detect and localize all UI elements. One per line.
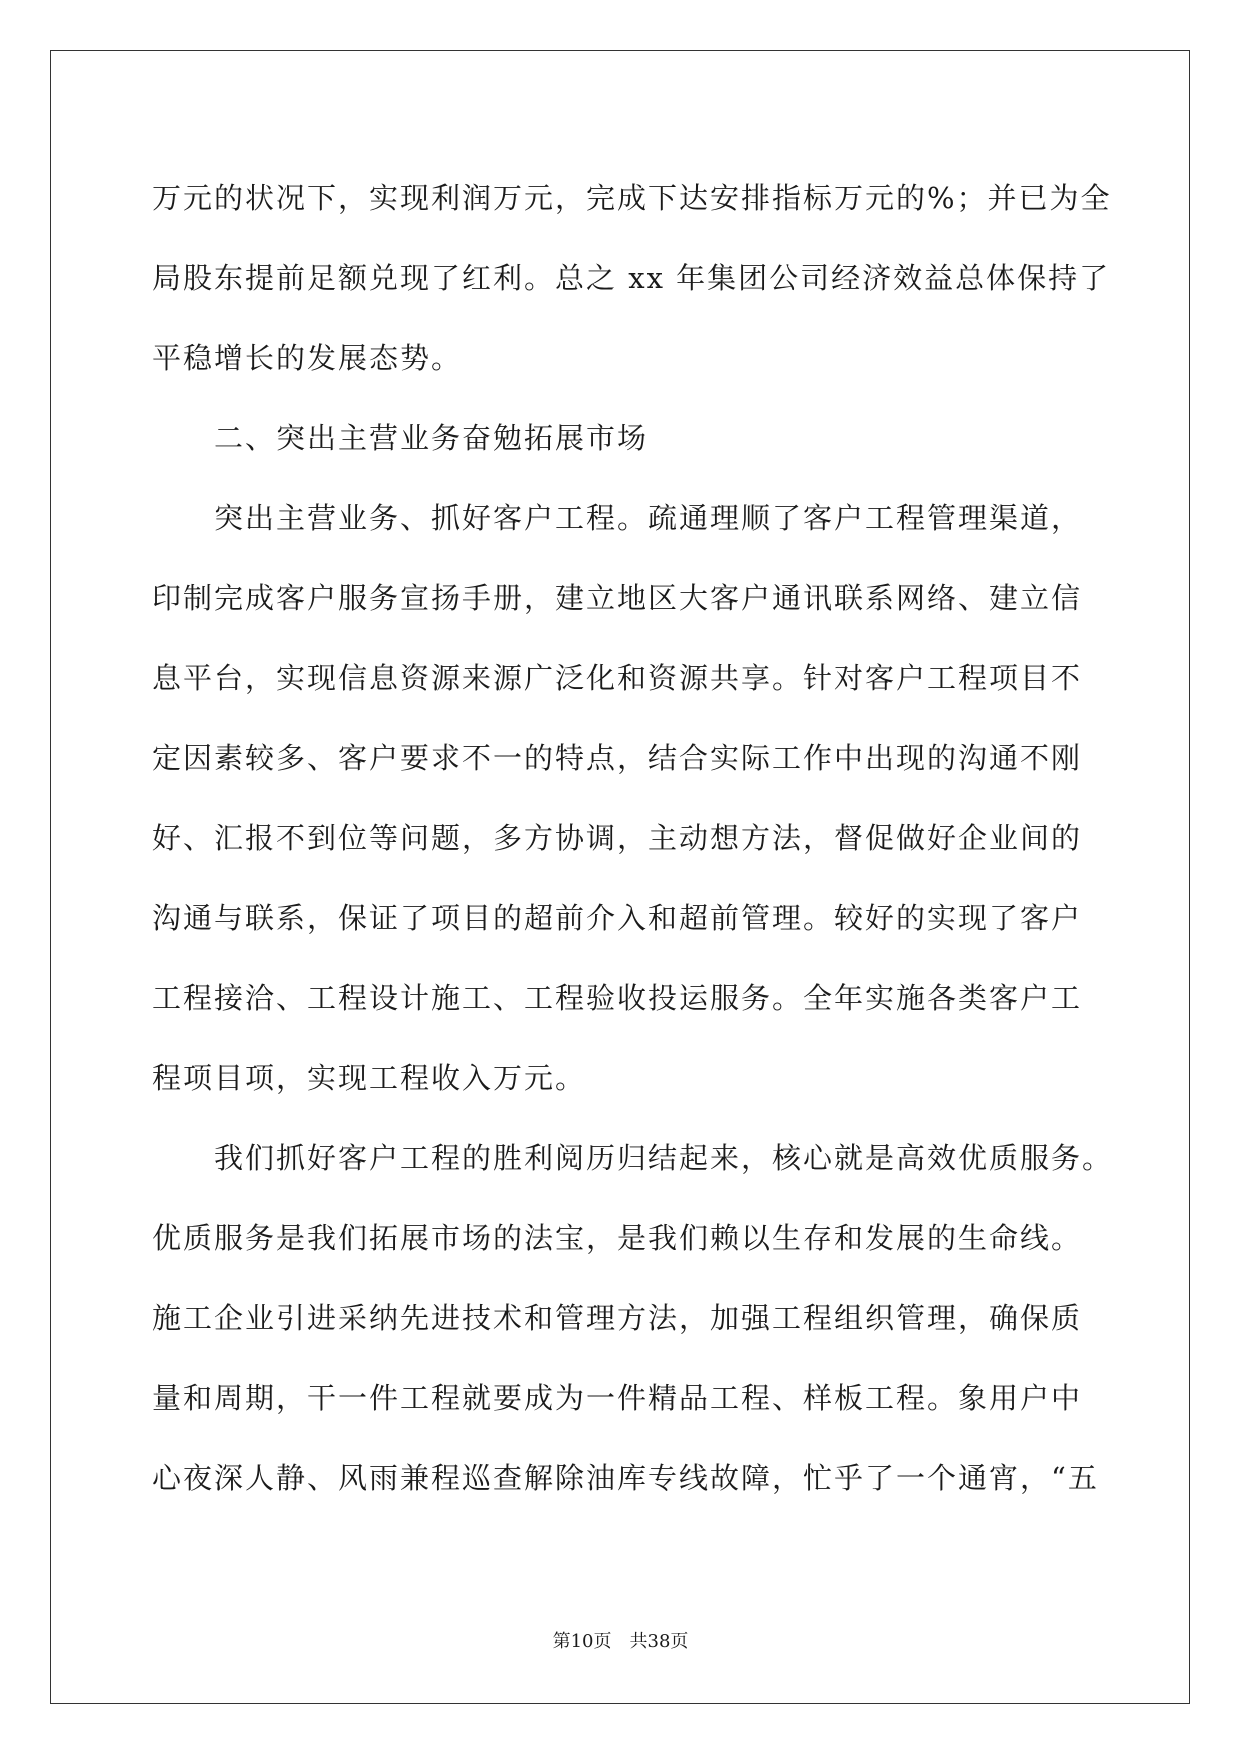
paragraph-first-line: 突出主营业务、抓好客户工程。疏通理顺了客户工程管理渠道， (214, 501, 1083, 535)
text-line: 心夜深人静、风雨兼程巡查解除油库专线故障，忙乎了一个通宵，“五 (152, 1461, 1099, 1495)
page-footer (0, 1627, 1241, 1653)
text-line: 沟通与联系，保证了项目的超前介入和超前管理。较好的实现了客户 (152, 901, 1083, 935)
text-line: 施工企业引进采纳先进技术和管理方法，加强工程组织管理，确保质 (152, 1301, 1083, 1335)
page-total: 共38页 (629, 1631, 689, 1652)
text-line: 量和周期，干一件工程就要成为一件精品工程、样板工程。象用户中 (152, 1381, 1083, 1415)
document-body (152, 158, 1114, 1518)
paragraph-first-line: 我们抓好客户工程的胜利阅历归结起来，核心就是高效优质服务。 (214, 1141, 1114, 1175)
page-number: 第10页 (552, 1631, 612, 1652)
text-line: 好、汇报不到位等问题，多方协调，主动想方法，督促做好企业间的 (152, 821, 1083, 855)
paragraph-first-line: 二、突出主营业务奋勉拓展市场 (214, 421, 649, 455)
text-line: 程项目项，实现工程收入万元。 (152, 1061, 587, 1095)
text-line: 息平台，实现信息资源来源广泛化和资源共享。针对客户工程项目不 (152, 661, 1083, 695)
text-line: 工程接洽、工程设计施工、工程验收投运服务。全年实施各类客户工 (152, 981, 1083, 1015)
text-line: 万元的状况下，实现利润万元，完成下达安排指标万元的%；并已为全 (152, 181, 1112, 215)
text-line: 印制完成客户服务宣扬手册，建立地区大客户通讯联系网络、建立信 (152, 581, 1083, 615)
text-line: 优质服务是我们拓展市场的法宝，是我们赖以生存和发展的生命线。 (152, 1221, 1083, 1255)
text-line: 局股东提前足额兑现了红利。总之 xx 年集团公司经济效益总体保持了 (152, 261, 1111, 295)
text-line: 定因素较多、客户要求不一的特点，结合实际工作中出现的沟通不刚 (152, 741, 1083, 775)
text-line: 平稳增长的发展态势。 (152, 341, 463, 375)
